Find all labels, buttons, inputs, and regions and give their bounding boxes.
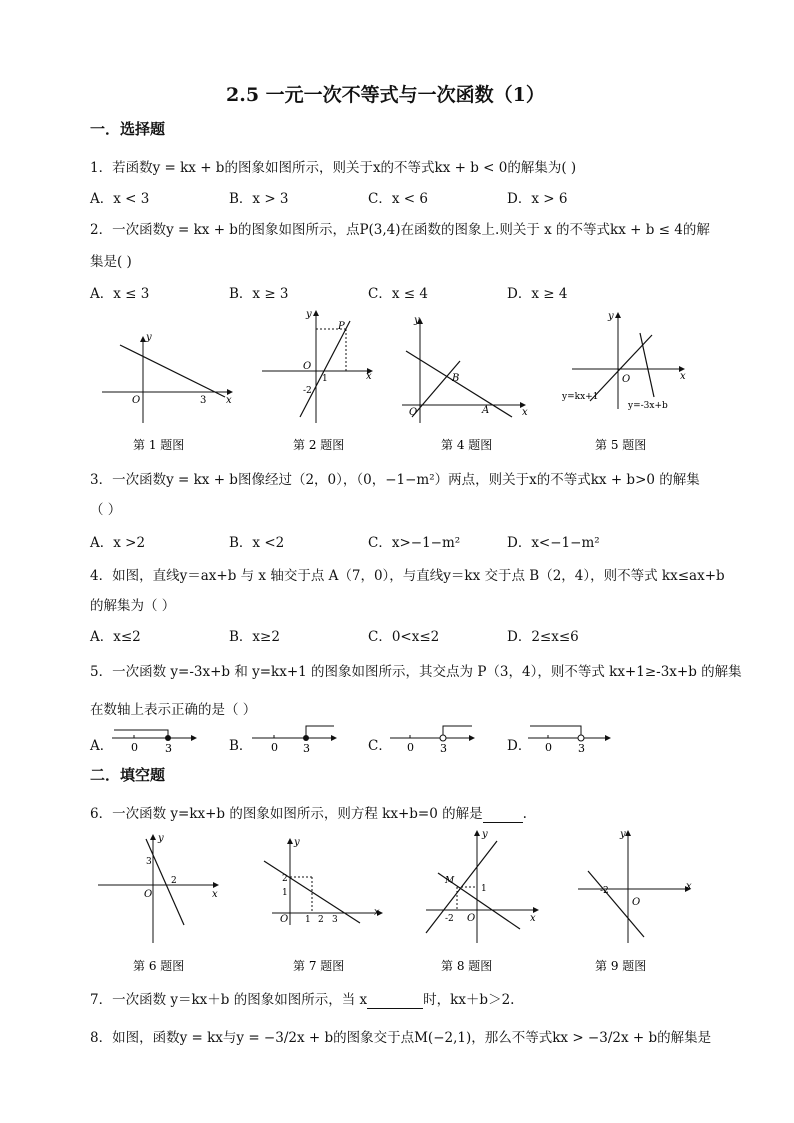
figures-row-1: [0, 305, 794, 455]
number-line-b[interactable]: [252, 726, 336, 755]
fig5-x-label: x: [680, 371, 686, 382]
figure-1-graph: [102, 332, 232, 423]
figure-2-graph: [262, 309, 372, 423]
question-1-text: 1．若函数y = kx + b的图象如图所示，则关于x的不等式kx + b < 0的解集为( ): [90, 160, 577, 176]
number-line-a[interactable]: [112, 730, 196, 755]
nl-c-zero: 0: [407, 741, 414, 754]
q3-option-d[interactable]: D．x<−1−m²: [507, 535, 600, 551]
caption-fig-9: 第 9 题图: [595, 959, 647, 973]
page-title: 2.5 一元一次不等式与一次函数（1）: [226, 84, 545, 106]
q5-number-lines: [0, 720, 794, 760]
fig5-line2-label: y=-3x+b: [628, 401, 668, 411]
nl-b-three: 3: [303, 742, 310, 755]
fig5-line1-label: y=kx+1: [562, 392, 599, 402]
figures-row-2: [0, 825, 794, 975]
fig7-ytick-1: 1: [282, 888, 288, 898]
fig2-x-label: x: [366, 371, 372, 382]
fig4-point-a: A: [482, 405, 490, 416]
fig8-point-m: M: [445, 876, 455, 886]
q4-option-c[interactable]: C．0<x≤2: [368, 629, 440, 645]
q1-option-d[interactable]: D．x > 6: [507, 191, 568, 207]
fig7-x-label: x: [374, 907, 380, 918]
fig7-xtick-2: 2: [318, 915, 324, 925]
fig1-origin-label: O: [132, 395, 141, 406]
q5-option-a-label[interactable]: A．: [90, 738, 114, 754]
question-3-line1: 3．一次函数y = kx + b图像经过（2，0），（0，−1−m²）两点，则关于x的不等式kx + b>0 的解集: [90, 472, 700, 488]
fig8-x-label: x: [530, 913, 536, 924]
question-7-text: [90, 988, 514, 1009]
question-6-text: [90, 802, 527, 823]
number-line-c[interactable]: [390, 726, 474, 755]
fig8-tick-1: 1: [481, 884, 487, 894]
nl-a-three: 3: [165, 742, 172, 755]
fig9-origin-label: O: [632, 897, 641, 908]
fig9-x-label: x: [686, 881, 692, 892]
nl-c-three: 3: [440, 742, 447, 755]
q6-answer-blank[interactable]: [483, 806, 523, 823]
fig5-origin-label: O: [622, 374, 631, 385]
question-6-body: 6．一次函数 y=kx+b 的图象如图所示，则方程 kx+b=0 的解是: [90, 806, 483, 822]
q5-option-d-label[interactable]: D．: [507, 738, 532, 754]
figure-7-graph: [264, 837, 382, 925]
fig2-tick-1: 1: [322, 374, 328, 384]
fig7-origin-label: O: [280, 914, 289, 925]
fig2-point-p: P: [338, 321, 345, 332]
fig6-y-label: y: [158, 833, 164, 844]
nl-d-three: 3: [578, 742, 585, 755]
q4-option-b[interactable]: B．x≥2: [229, 629, 280, 645]
figure-5-graph: [561, 311, 686, 411]
caption-fig-4: 第 4 题图: [441, 438, 493, 452]
q3-option-b[interactable]: B．x <2: [229, 535, 285, 551]
q1-option-b[interactable]: B．x > 3: [229, 191, 289, 207]
question-2-line2: 集是( ): [90, 254, 132, 270]
fig9-tick-minus2: -2: [600, 886, 609, 896]
q7-answer-blank[interactable]: [367, 992, 423, 1009]
question-7-part-a: 7．一次函数 y＝kx＋b 的图象如图所示，当 x: [90, 992, 368, 1008]
q4-option-d[interactable]: D．2≤x≤6: [507, 629, 579, 645]
fig2-y-label: y: [306, 309, 312, 320]
fig5-y-label: y: [608, 311, 614, 322]
question-5-line1: 5．一次函数 y=-3x+b 和 y=kx+1 的图象如图所示，其交点为 P（3，4），则不等式 kx+1≥-3x+b 的解集: [90, 664, 742, 680]
nl-b-zero: 0: [271, 741, 278, 754]
fig7-y-label: y: [294, 837, 300, 848]
fig1-x-label: x: [226, 395, 232, 406]
question-7-part-b: 时，kx＋b＞2.: [423, 992, 515, 1008]
question-6-end: .: [522, 806, 527, 822]
fig8-y-label: y: [482, 829, 488, 840]
section-fill-heading: 二．填空题: [90, 766, 166, 784]
fig1-tick-3: 3: [200, 395, 207, 406]
fig7-ytick-2: 2: [282, 874, 288, 884]
q5-option-c-label[interactable]: C．: [368, 738, 392, 754]
fig6-tick-3: 3: [146, 857, 152, 867]
fig8-origin-label: O: [467, 913, 476, 924]
q2-option-d[interactable]: D．x ≥ 4: [507, 286, 568, 302]
q1-option-a[interactable]: A．x < 3: [90, 191, 150, 207]
q3-option-c[interactable]: C．x>−1−m²: [368, 535, 461, 551]
figure-8-graph: [426, 829, 538, 943]
caption-fig-7: 第 7 题图: [293, 959, 345, 973]
caption-fig-5: 第 5 题图: [595, 438, 647, 452]
fig7-xtick-3: 3: [332, 915, 338, 925]
fig4-origin-label: O: [409, 407, 418, 418]
nl-a-zero: 0: [131, 741, 138, 754]
fig9-y-label: y: [620, 829, 626, 840]
fig4-x-label: x: [522, 407, 528, 418]
q2-option-b[interactable]: B．x ≥ 3: [229, 286, 289, 302]
fig2-origin-label: O: [303, 361, 312, 372]
number-line-d[interactable]: [528, 726, 610, 755]
question-3-line2: （ ）: [90, 502, 122, 518]
question-4-line2: 的解集为（ ）: [90, 598, 176, 614]
fig6-origin-label: O: [144, 889, 153, 900]
question-5-line2: 在数轴上表示正确的是（ ）: [90, 702, 257, 718]
fig4-point-b: B: [452, 373, 460, 384]
fig4-y-label: y: [414, 315, 420, 326]
caption-fig-1: 第 1 题图: [133, 438, 185, 452]
fig6-tick-2: 2: [171, 876, 177, 886]
q1-option-c[interactable]: C．x < 6: [368, 191, 428, 207]
q3-option-a[interactable]: A．x >2: [90, 535, 146, 551]
figure-4-graph: [402, 315, 528, 423]
q2-option-c[interactable]: C．x ≤ 4: [368, 286, 428, 302]
fig1-y-label: y: [146, 332, 152, 343]
caption-fig-8: 第 8 题图: [441, 959, 493, 973]
fig7-xtick-1: 1: [305, 915, 311, 925]
fig6-x-label: x: [212, 889, 218, 900]
question-2-line1: 2．一次函数y = kx + b的图象如图所示，点P(3,4)在函数的图象上.则关于 x 的不等式kx + b ≤ 4的解: [90, 222, 710, 238]
question-4-line1: 4．如图，直线y＝ax+b 与 x 轴交于点 A（7，0），与直线y＝kx 交于点 B（2，4），则不等式 kx≤ax+b: [90, 568, 725, 584]
fig2-tick-minus2: -2: [303, 386, 312, 396]
caption-fig-6: 第 6 题图: [133, 959, 185, 973]
figure-6-graph: [98, 833, 218, 943]
figure-9-graph: [578, 829, 692, 943]
nl-d-zero: 0: [545, 741, 552, 754]
section-choice-heading: 一．选择题: [90, 120, 166, 138]
fig8-tick-minus2: -2: [445, 914, 454, 924]
question-8-text: 8．如图，函数y = kx与y = −3/2x + b的图象交于点M(−2,1)，那么不等式kx > −3/2x + b的解集是: [90, 1030, 712, 1046]
caption-fig-2: 第 2 题图: [293, 438, 345, 452]
q2-option-a[interactable]: A．x ≤ 3: [90, 286, 150, 302]
q4-option-a[interactable]: A．x≤2: [90, 629, 141, 645]
q5-option-b-label[interactable]: B．: [229, 738, 253, 754]
